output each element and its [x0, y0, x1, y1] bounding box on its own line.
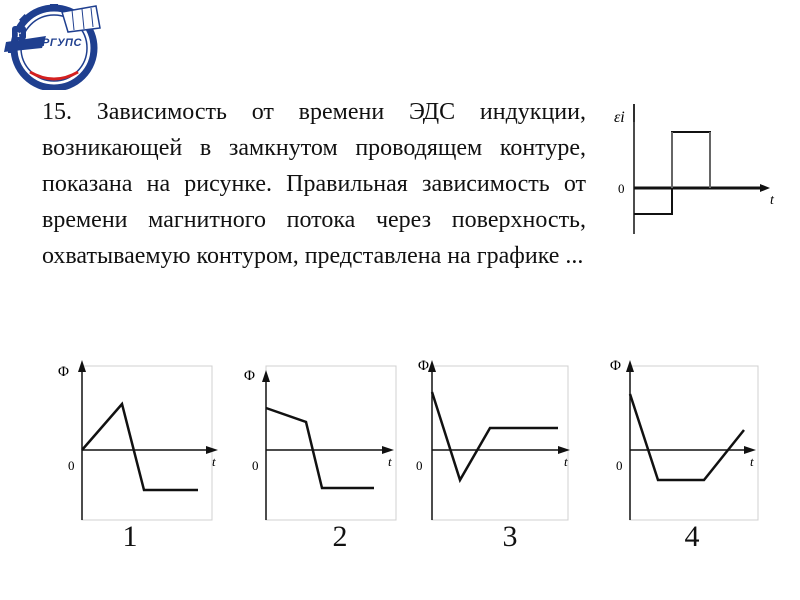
- x-axis-label: t: [564, 454, 568, 469]
- flux-curve: [82, 404, 198, 490]
- x-axis-label: t: [388, 454, 392, 469]
- y-axis-label: Φ: [58, 364, 69, 380]
- y-axis-label: Φ: [244, 368, 255, 384]
- graph-frame: [266, 366, 396, 520]
- graph-frame: [630, 366, 758, 520]
- x-axis-arrow: [744, 446, 756, 454]
- x-axis-label: t: [770, 193, 774, 208]
- university-logo: [2, 2, 114, 90]
- problem-statement: 15. Зависимость от времени ЭДС индукции, возникающей в замкнутом проводящем контуре, показана на рисунке. Правильная зависимость от времени магнитного потока через поверхность, охватываемую контуром, представлена на графике ...: [42, 99, 586, 269]
- y-axis-label: Φ: [610, 358, 621, 374]
- answer-graph-2[interactable]: [228, 352, 398, 524]
- answer-graph-4[interactable]: [590, 352, 760, 524]
- y-axis-arrow: [262, 370, 270, 382]
- flux-curve: [630, 394, 744, 480]
- x-axis-label: t: [212, 454, 216, 469]
- emf-time-graph: [612, 100, 784, 236]
- graph-number-1: 1: [122, 520, 138, 553]
- logo-abbreviation: РГУПС: [42, 37, 82, 49]
- flux-curve: [266, 408, 374, 488]
- origin-label: 0: [616, 458, 623, 473]
- graph-number-2: 2: [332, 520, 348, 553]
- x-axis-arrow: [382, 446, 394, 454]
- origin-label: 0: [618, 181, 625, 196]
- graph-number-4: 4: [684, 520, 700, 553]
- svg-text:r: r: [17, 29, 21, 39]
- answer-graph-3[interactable]: [404, 352, 574, 524]
- answer-graph-1[interactable]: [52, 352, 222, 524]
- origin-label: 0: [68, 458, 75, 473]
- graph-frame: [82, 366, 212, 520]
- graph-number-3: 3: [502, 520, 518, 553]
- flux-curve: [432, 392, 558, 480]
- x-axis-label: t: [750, 454, 754, 469]
- origin-label: 0: [416, 458, 423, 473]
- graph-frame: [432, 366, 568, 520]
- x-axis-arrow: [760, 184, 770, 192]
- y-axis-label: Φ: [418, 358, 429, 374]
- origin-label: 0: [252, 458, 259, 473]
- y-axis-label: εi: [614, 109, 625, 126]
